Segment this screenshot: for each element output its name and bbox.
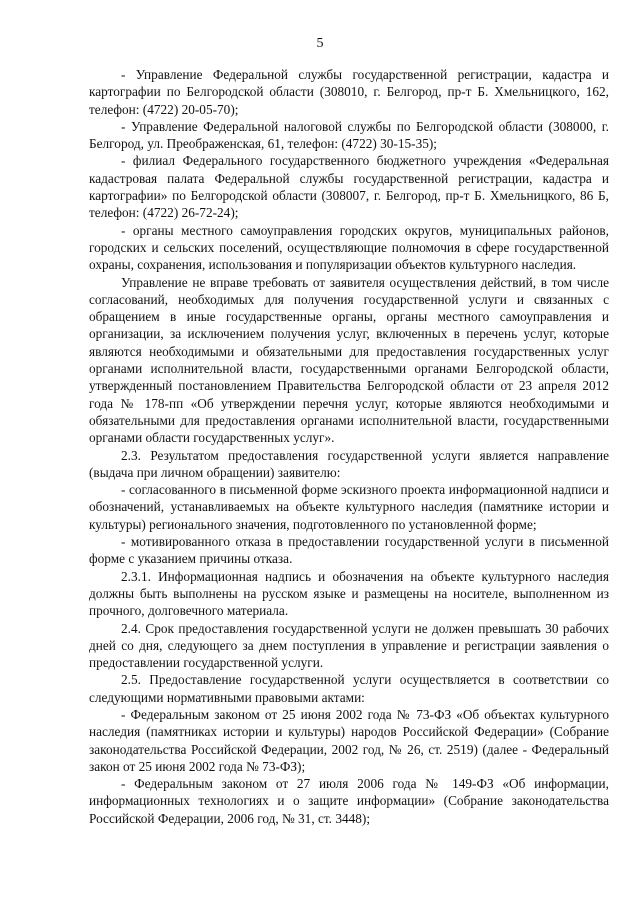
paragraph-2-5-legal-acts: 2.5. Предоставление государственной услуги осуществляется в соответствии со следующими нормативными правовыми актами: bbox=[89, 672, 609, 705]
paragraph-2-3-result: 2.3. Результатом предоставления государственной услуги является направление (выдача при личном обращении) заявителю: bbox=[89, 447, 609, 480]
paragraph-approved-project: - согласованного в письменной форме эскизного проекта информационной надписи и обозначений, устанавливаемых на объекте культурного наследия (памятнике истории и культуры) регионального значения, подготовленного по установленной форме; bbox=[89, 482, 609, 532]
paragraph-2-3-1: 2.3.1. Информационная надпись и обозначения на объекте культурного наследия должны быть выполнены на русском языке и размещены на носителе, выполненном из прочного, долговечного материала. bbox=[89, 568, 609, 619]
paragraph-restrictions: Управление не вправе требовать от заявителя осуществления действий, в том числе согласований, необходимых для получения государственной услуги и связанных с обращением в иные государственные органы, органы местного самоуправления и организации, за исключением получения услуг, включенных в перечень услуг, которые являются необходимыми и обязательными для предоставления государственных услуг органами исполнительной власти, государственными органами Белгородской области, утвержденный постановлением Правительства Белгородской области от 23 апреля 2012 года № 178-пп «Об утверждении перечня услуг, которые являются необходимыми и обязательными для предоставления органами исполнительной власти, государственными органами области государственных услуг». bbox=[89, 274, 609, 446]
paragraph-tax-service: - Управление Федеральной налоговой службы по Белгородской области (308000, г. Белгород, ул. Преображенская, 61, телефон: (4722) 30-15-35); bbox=[89, 118, 609, 152]
paragraph-local-government: - органы местного самоуправления городских округов, муниципальных районов, городских и сельских поселений, осуществляющие полномочия в сфере государственной охраны, сохранения, использования и популяризации объектов культурного наследия. bbox=[89, 222, 609, 273]
paragraph-cadastral-chamber: - филиал Федерального государственного бюджетного учреждения «Федеральная кадастровая палата Федеральной службы государственной регистрации, кадастра и картографии» по Белгородской области (308007, г. Белгород, пр-т Б. Хмельницкого, 86 Б, телефон: (4722) 26-72-24); bbox=[89, 153, 609, 221]
paragraph-2-4-term: 2.4. Срок предоставления государственной услуги не должен превышать 30 рабочих дней со дня, следующего за днем поступления в управление и регистрации заявления о предоставлении государственной услуги. bbox=[89, 620, 609, 671]
paragraph-law-149-fz: - Федеральным законом от 27 июля 2006 года № 149-ФЗ «Об информации, информационных технологиях и о защите информации» (Собрание законодательства Российской Федерации, 2006 год, № 31, ст. 3448); bbox=[89, 776, 609, 826]
paragraph-law-73-fz: - Федеральным законом от 25 июня 2002 года № 73-ФЗ «Об объектах культурного наследия (памятниках истории и культуры) народов Российской Федерации» (Собрание законодательства Российской Федерации, 2002 год, № 26, ст. 2519) (далее - Федеральный закон от 25 июня 2002 года № 73-ФЗ); bbox=[89, 706, 609, 774]
page-number: 5 bbox=[316, 36, 324, 51]
paragraph-rosreestr: - Управление Федеральной службы государственной регистрации, кадастра и картографии по Белгородской области (308010, г. Белгород, пр-т Б. Хмельницкого, 162, телефон: (4722) 20-05-70); bbox=[89, 67, 609, 117]
document-body bbox=[89, 66, 609, 827]
paragraph-refusal: - мотивированного отказа в предоставлении государственной услуги в письменной форме с указанием причины отказа. bbox=[89, 534, 609, 567]
